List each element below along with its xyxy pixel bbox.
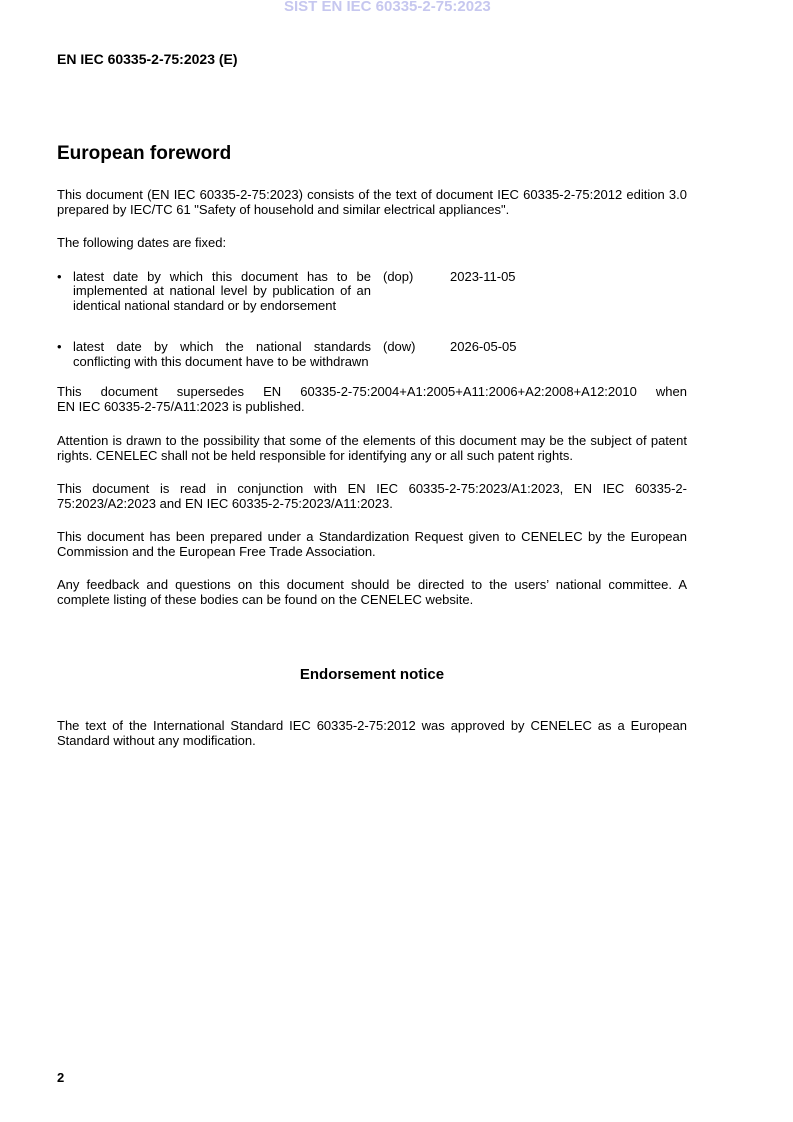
- dop-date: 2023-11-05: [450, 268, 516, 284]
- list-item: [57, 270, 687, 314]
- page-content: [57, 144, 687, 748]
- feedback-paragraph: Any feedback and questions on this document should be directed to the users’ national committee. A complete listing of these bodies can be found on the CENELEC website.: [57, 577, 687, 607]
- foreword-intro-paragraph: This document (EN IEC 60335-2-75:2023) consists of the text of document IEC 60335-2-75:2012 edition 3.0 prepared by IEC/TC 61 "Safety of household and similar electrical appliances".: [57, 187, 687, 217]
- sist-watermark: SIST EN IEC 60335-2-75:2023: [284, 0, 491, 15]
- bullet-icon: •: [57, 339, 62, 354]
- list-item: [57, 340, 687, 369]
- dop-item-text: latest date by which this document has to be implemented at national level by publication of an identical national standard or by endorsement: [73, 268, 371, 313]
- dow-date: 2026-05-05: [450, 339, 517, 354]
- conjunction-paragraph: This document is read in conjunction with EN IEC 60335-2-75:2023/A1:2023, EN IEC 60335-2-75:2023/A2:2023 and EN IEC 60335-2-75:2023/A11:2023.: [57, 481, 687, 511]
- patent-rights-paragraph: Attention is drawn to the possibility that some of the elements of this document may be the subject of patent rights. CENELEC shall not be held responsible for identifying any or all such patent rights.: [57, 433, 687, 463]
- document-reference-header: EN IEC 60335-2-75:2023 (E): [57, 51, 238, 67]
- european-foreword-heading: European foreword: [57, 143, 232, 164]
- fixed-dates-list: [57, 270, 687, 370]
- dop-code: (dop): [383, 268, 414, 284]
- page-number: 2: [57, 1070, 65, 1085]
- dow-item-text: latest date by which the national standards conflicting with this document have to be withdrawn: [73, 339, 371, 369]
- endorsement-notice-paragraph: The text of the International Standard IEC 60335-2-75:2012 was approved by CENELEC as a European Standard without any modification.: [57, 718, 687, 748]
- supersedes-paragraph: This document supersedes EN 60335-2-75:2004+A1:2005+A11:2006+A2:2008+A12:2010 when EN IEC 60335-2-75/A11:2023 is published.: [57, 384, 687, 414]
- dow-code: (dow): [383, 339, 416, 354]
- bullet-icon: •: [57, 268, 62, 284]
- endorsement-notice-heading: Endorsement notice: [299, 666, 445, 683]
- standardization-request-paragraph: This document has been prepared under a Standardization Request given to CENELEC by the European Commission and the European Free Trade Association.: [57, 529, 687, 559]
- fixed-dates-intro: The following dates are fixed:: [57, 235, 227, 250]
